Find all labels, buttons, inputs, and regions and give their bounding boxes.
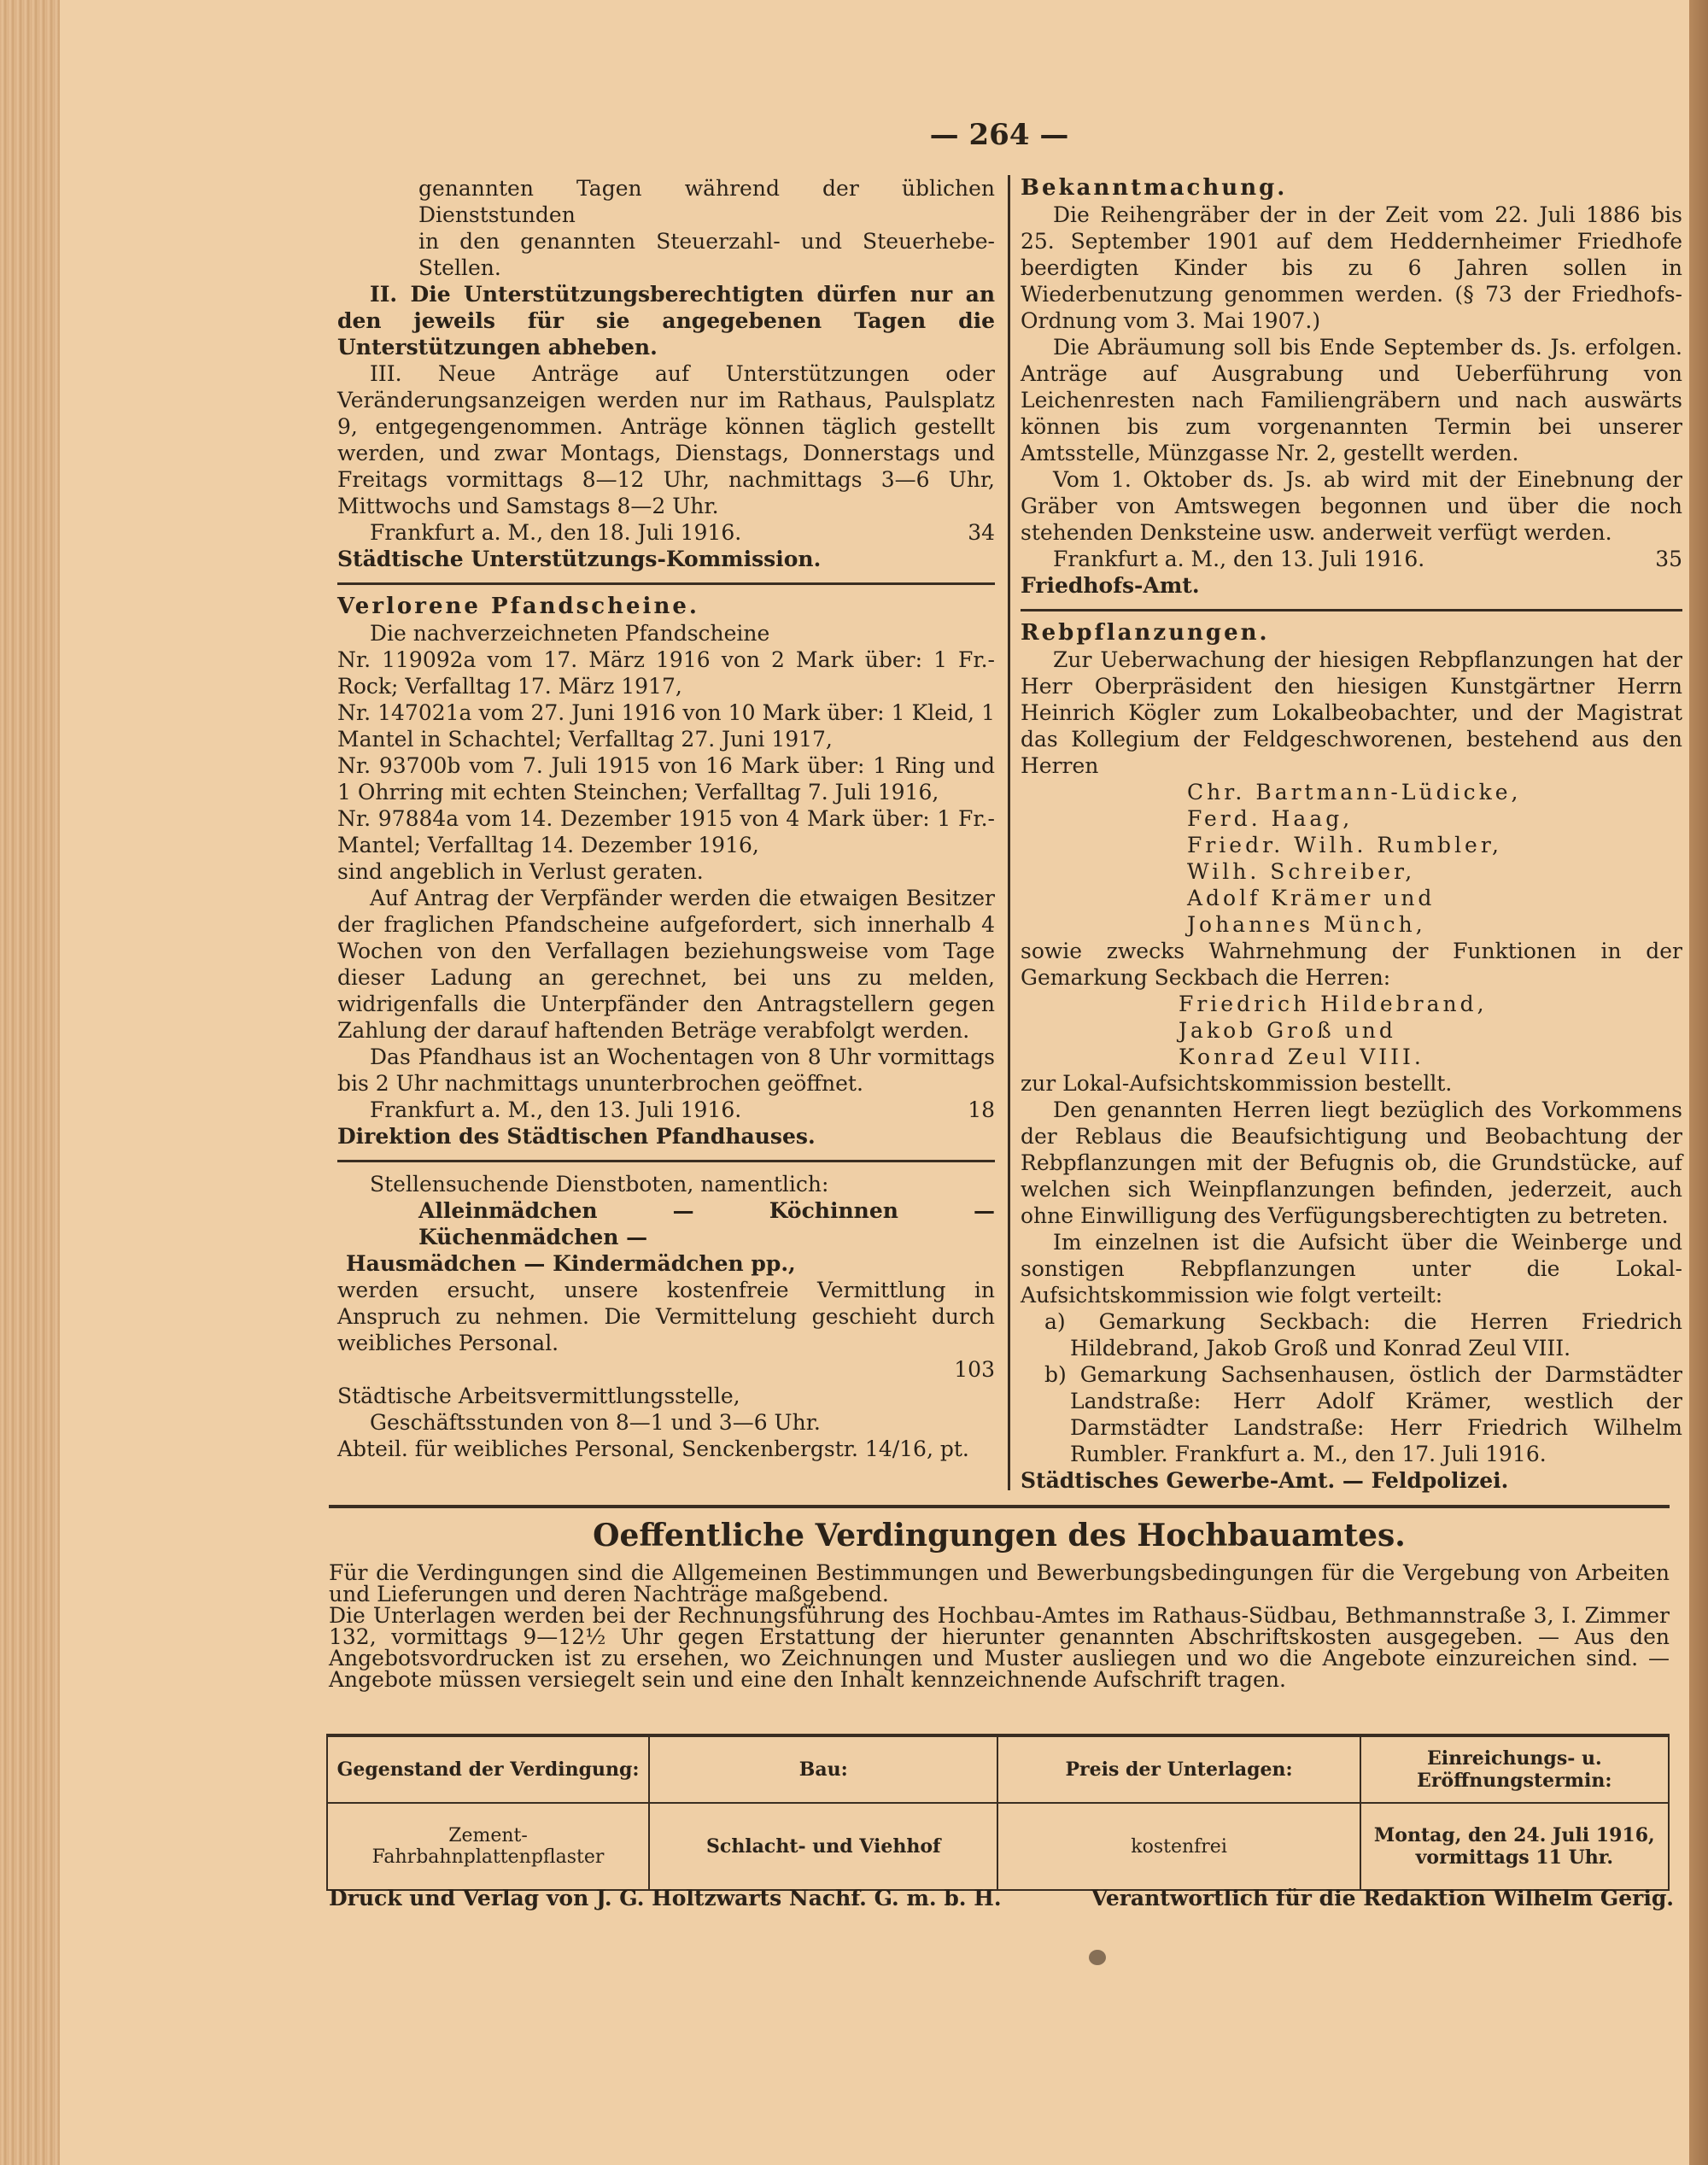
reb-paragraph-1: Zur Ueberwachung der hiesigen Rebpflanzungen hat der Herr Oberpräsident den hiesigen Kunstgärtner Herrn Heinrich Kögler zum Lokalbeobachter, und der Magistrat das Kollegium der Feldgeschworenen, bestehend aus den Herren (1021, 647, 1682, 778)
column-header: Gegenstand der Verdingung: (327, 1735, 649, 1803)
reb-paragraph-4: Den genannten Herren liegt bezüglich des Vorkommens der Reblaus die Beaufsichtigung und Beobachtung der Rebpflanzungen mit der Befugnis ob, die Grundstücke, auf welchen sich Weinpflanzungen befinden, jederzeit, auch ohne Einwilligung des Verfügungsberechtigten zu betreten. (1021, 1097, 1682, 1228)
reb-paragraph-5: Im einzelnen ist die Aufsicht über die Weinberge und sonstigen Rebpflanzungen unter die Lokal-Aufsichtskommission wie folgt verteilt: (1021, 1230, 1682, 1308)
imprint-editor: Verantwortlich für die Redaktion Wilhelm Gerig. (1091, 1886, 1674, 1910)
dateline-1-text: Frankfurt a. M., den 18. Juli 1916. (370, 520, 742, 545)
signature-unterstuetzung: Städtische Unterstützungs-Kommission. (337, 547, 822, 571)
dateline-3 (1021, 546, 1682, 572)
pfandschein-entry: Nr. 97884a vom 14. Dezember 1915 von 4 Mark über: 1 Fr.-Mantel; Verfalltag 14. Dezember 1916, (337, 806, 995, 857)
stellen-text: werden ersucht, unsere kostenfreie Vermittlung in Anspruch zu nehmen. Die Vermittelung geschieht durch weibliches Personal. (337, 1278, 995, 1355)
heading-bekanntmachung: Bekanntmachung. (1021, 175, 1288, 201)
pfandschein-entry: Nr. 147021a vom 27. Juni 1916 von 10 Mark über: 1 Kleid, 1 Mantel in Schachtel; Verfalltag 27. Juni 1917, (337, 700, 995, 752)
dateline-1-number: 34 (968, 520, 995, 545)
table-header-row (327, 1735, 1669, 1803)
verdingungen-paragraph-2: Die Unterlagen werden bei der Rechnungsführung des Hochbau-Amtes im Rathaus-Südbau, Bethmannstraße 3, I. Zimmer 132, vormittags 9—12½ Uhr gegen Erstattung der hierunter genannten Abschriftskosten ausgegeben. — Aus den Angebotsvordrucken ist zu ersehen, wo Zeichnungen und Muster ausliegen und wo die Angebote einzureichen sind. — Angebote müssen versiegelt sein und eine den Inhalt kennzeichnende Aufschrift tragen. (329, 1603, 1670, 1692)
dateline-2 (337, 1097, 995, 1123)
dateline-3-text: Frankfurt a. M., den 13. Juli 1916. (1053, 547, 1425, 571)
imprint (329, 1886, 1674, 1910)
table-cell: Montag, den 24. Juli 1916, vormittags 11 Uhr. (1360, 1803, 1669, 1890)
heading-rebpflanzungen: Rebpflanzungen. (1021, 620, 1270, 646)
verdingungen-title: Oeffentliche Verdingungen des Hochbauamtes. (593, 1518, 1406, 1554)
reb-paragraph-3: zur Lokal-Aufsichtskommission bestellt. (1021, 1071, 1453, 1096)
dateline-2-number: 18 (968, 1097, 995, 1122)
verdingungen-paragraph-1: Für die Verdingungen sind die Allgemeinen Bestimmungen und Bewerbungsbedingungen für die Vergebung von Arbeiten und Lieferungen und deren Nachträge maßgebend. (329, 1560, 1670, 1606)
reb-item-a: a) Gemarkung Seckbach: die Herren Friedrich Hildebrand, Jakob Groß und Konrad Zeul VIII. (1044, 1309, 1682, 1360)
seckbach-name: Jakob Groß und (1179, 1018, 1396, 1043)
friedhof-paragraph-3: Vom 1. Oktober ds. Js. ab wird mit der Einebnung der Gräber von Amtswegen begonnen und über die noch stehenden Denksteine usw. anderweit verfügt werden. (1021, 467, 1682, 545)
stellen-jobs-1: Alleinmädchen — Köchinnen — Küchenmädchen — (418, 1198, 995, 1249)
seckbach-name: Friedrich Hildebrand, (1179, 992, 1488, 1016)
paragraph-two: II. Die Unterstützungsberechtigten dürfen nur an den jeweils für sie angegebenen Tagen die Unterstützungen abheben. (337, 282, 995, 360)
feldgeschworener-name: Johannes Münch, (1187, 912, 1426, 937)
friedhof-paragraph-1: Die Reihengräber der in der Zeit vom 22. Juli 1886 bis 25. September 1901 auf dem Heddernheimer Friedhofe beerdigten Kinder bis zu 6 Jahren sollen in Wiederbenutzung genommen werden. (§ 73 der Friedhofs-Ordnung vom 3. Mai 1907.) (1021, 202, 1682, 333)
page-stack-edge (0, 0, 60, 2165)
verdingungen-section (329, 1516, 1670, 1690)
dateline-2-text: Frankfurt a. M., den 13. Juli 1916. (370, 1097, 742, 1122)
column-header: Preis der Unterlagen: (997, 1735, 1360, 1803)
left-column (337, 175, 995, 1462)
signature-gewerbeamt: Städtisches Gewerbe-Amt. — Feldpolizei. (1021, 1468, 1509, 1493)
stellen-jobs-2: Hausmädchen — Kindermädchen pp., (346, 1251, 796, 1276)
paragraph-three: III. Neue Anträge auf Unterstützungen oder Veränderungsanzeigen werden nur im Rathaus, Paulsplatz 9, entgegengenommen. Anträge können täglich gestellt werden, und zwar Montags, Dienstags, Donnerstags und Freitags vormittags 8—12 Uhr, nachmittags 3—6 Uhr, Mittwochs und Samstags 8—2 Uhr. (337, 361, 995, 518)
reb-paragraph-2: sowie zwecks Wahrnehmung der Funktionen in der Gemarkung Seckbach die Herren: (1021, 939, 1682, 990)
stellen-abteilung: Abteil. für weibliches Personal, Senckenbergstr. 14/16, pt. (337, 1437, 969, 1461)
dateline-1 (337, 519, 995, 546)
page-number: — 264 — (929, 118, 1069, 152)
table-cell: Zement-Fahrbahnplattenpflaster (327, 1803, 649, 1890)
feldgeschworener-name: Chr. Bartmann-Lüdicke, (1187, 780, 1522, 805)
table-row (327, 1803, 1669, 1890)
stellen-intro: Stellensuchende Dienstboten, namentlich: (370, 1172, 829, 1197)
dateline-3-number: 35 (1655, 547, 1682, 571)
continued-line-1: genannten Tagen während der üblichen Dienststunden (418, 176, 995, 227)
signature-friedhofsamt: Friedhofs-Amt. (1021, 573, 1200, 598)
table-cell: Schlacht- und Viehhof (649, 1803, 997, 1890)
feldgeschworener-name: Wilh. Schreiber, (1187, 859, 1416, 884)
friedhof-paragraph-2: Die Abräumung soll bis Ende September ds. Js. erfolgen. Anträge auf Ausgrabung und Ueberführung von Leichenresten nach Familiengräbern und nach auswärts können bis zum vorgenannten Termin bei unserer Amtsstelle, Münzgasse Nr. 2, gestellt werden. (1021, 335, 1682, 465)
binding-edge (1689, 0, 1708, 2165)
section-rule (337, 1160, 995, 1162)
verdingungen-table (326, 1734, 1670, 1891)
pfandschein-entry: Nr. 119092a vom 17. März 1916 von 2 Mark über: 1 Fr.-Rock; Verfalltag 17. März 1917, (337, 647, 995, 699)
column-header: Bau: (649, 1735, 997, 1803)
full-width-rule (329, 1505, 1670, 1508)
signature-pfandhaus: Direktion des Städtischen Pfandhauses. (337, 1124, 816, 1149)
stellen-number: 103 (954, 1357, 995, 1382)
feldgeschworener-name: Friedr. Wilh. Rumbler, (1187, 833, 1503, 857)
pfandschein-entry: Nr. 93700b vom 7. Juli 1915 von 16 Mark über: 1 Ring und 1 Ohrring mit echten Steinchen; Verfalltag 7. Juli 1916, (337, 753, 995, 805)
ink-blot (1089, 1950, 1106, 1965)
heading-pfandscheine: Verlorene Pfandscheine. (337, 594, 699, 619)
stellen-office: Städtische Arbeitsvermittlungsstelle, (337, 1384, 740, 1408)
feldgeschworener-name: Ferd. Haag, (1187, 806, 1354, 831)
pfandscheine-lost: sind angeblich in Verlust geraten. (337, 859, 704, 884)
pfandscheine-intro: Die nachverzeichneten Pfandscheine (370, 621, 770, 646)
reb-item-b: b) Gemarkung Sachsenhausen, östlich der Darmstädter Landstraße: Herr Adolf Krämer, westlich der Darmstädter Landstraße: Herr Friedrich Wilhelm Rumbler. Frankfurt a. M., den 17. Juli 1916. (1044, 1362, 1682, 1466)
seckbach-name: Konrad Zeul VIII. (1179, 1044, 1424, 1069)
right-column (1021, 175, 1682, 1494)
section-rule (1021, 609, 1682, 611)
feldgeschworener-name: Adolf Krämer und (1187, 886, 1436, 910)
column-header: Einreichungs- u. Eröffnungstermin: (1360, 1735, 1669, 1803)
continued-line-2: in den genannten Steuerzahl- und Steuerhebe-Stellen. (418, 229, 995, 280)
imprint-publisher: Druck und Verlag von J. G. Holtzwarts Nachf. G. m. b. H. (329, 1886, 1002, 1910)
section-rule (337, 582, 995, 585)
table-cell: kostenfrei (997, 1803, 1360, 1890)
stellen-hours: Geschäftsstunden von 8—1 und 3—6 Uhr. (370, 1410, 821, 1435)
pfandhaus-hours: Das Pfandhaus ist an Wochentagen von 8 Uhr vormittags bis 2 Uhr nachmittags ununterbrochen geöffnet. (337, 1044, 995, 1096)
column-divider (1008, 175, 1010, 1490)
pfandscheine-antrag: Auf Antrag der Verpfänder werden die etwaigen Besitzer der fraglichen Pfandscheine aufgefordert, sich innerhalb 4 Wochen von den Verfallagen beziehungsweise vom Tage dieser Ladung an gerechnet, bei uns zu melden, widrigenfalls die Unterpfänder den Antragstellern gegen Zahlung der darauf haftenden Beträge verabfolgt werden. (337, 886, 995, 1043)
